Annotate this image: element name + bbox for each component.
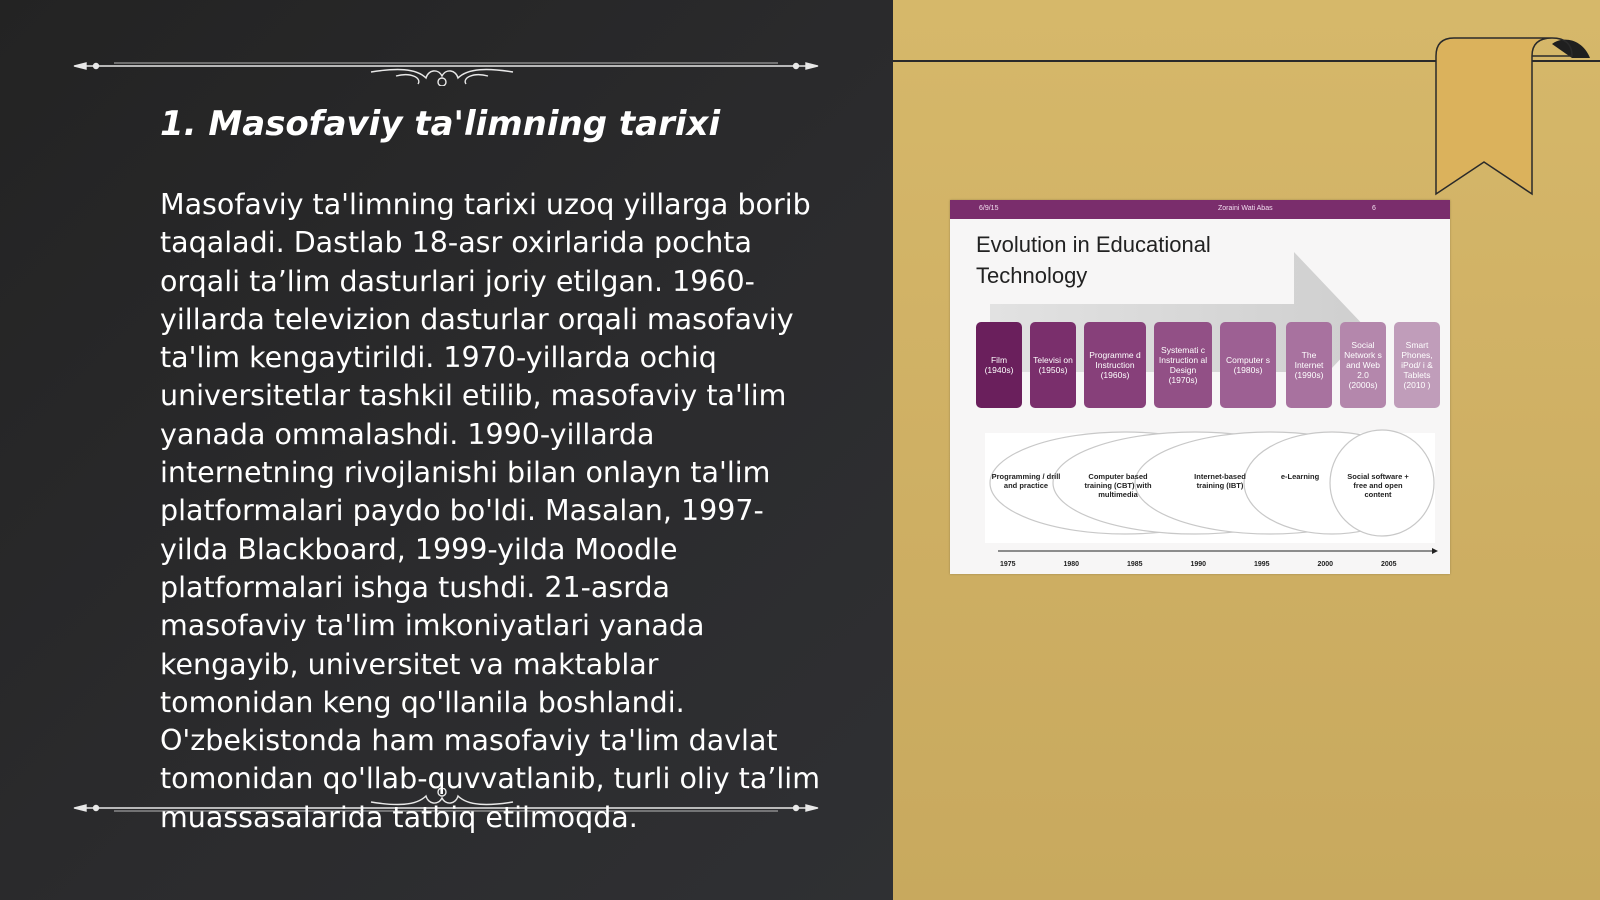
slide-title: 1. Masofaviy ta'limning tarixi bbox=[160, 104, 721, 144]
slide-image-title: Evolution in Educational Technology bbox=[976, 232, 1211, 288]
slide-header-date: 6/9/15 bbox=[979, 205, 999, 212]
era-box: Film (1940s) bbox=[976, 322, 1022, 408]
slide-header-author: Zoraini Wati Abas bbox=[1218, 205, 1273, 212]
timeline-year-label: 1975 bbox=[1000, 561, 1016, 568]
era-box: Televisi on (1950s) bbox=[1030, 322, 1076, 408]
evolution-slide-image bbox=[950, 200, 1450, 574]
era-ellipse-label: Social software + free and open content bbox=[1347, 472, 1409, 499]
era-ellipse-label: Programming / drill and practice bbox=[991, 472, 1061, 490]
era-box: Programme d Instruction (1960s) bbox=[1084, 322, 1146, 408]
timeline-year-label: 1995 bbox=[1254, 561, 1270, 568]
era-ellipse-label: Internet-based training (IBT) bbox=[1194, 472, 1246, 490]
body-paragraph: Masofaviy ta'limning tarixi uzoq yillarga borib taqaladi. Dastlab 18-asr oxirlarida pochta orqali ta’lim dasturlari joriy etilgan. 1960-yillarda televizion dasturlar orqali masofaviy ta'lim kengaytirildi. 1970-yillarda ochiq universitetlar tashkil etilib, masofaviy ta'lim yanada ommalashdi. 1990-yillarda internetning rivojlanishi bilan onlayn ta'lim platformalari paydo bo'ldi. Masalan, 1997-yilda Blackboard, 1999-yilda Moodle platformalari ishga tushdi. 21-asrda masofaviy ta'lim imkoniyatlari yanada kengayib, universitet va maktablar tomonidan keng qo'llanila boshlandi. O'zbekistonda ham masofaviy ta'lim davlat tomonidan qo'llab-quvvatlanib, turli oliy ta’lim muassasalarida tatbiq etilmoqda. bbox=[160, 188, 820, 834]
era-box: Smart Phones, iPod/ i & Tablets (2010 ) bbox=[1394, 322, 1440, 408]
timeline-year-label: 2005 bbox=[1381, 561, 1397, 568]
slide-header-page: 6 bbox=[1372, 205, 1376, 212]
slide-header bbox=[950, 200, 1450, 219]
timeline-year-label: 1985 bbox=[1127, 561, 1143, 568]
timeline-year-label: 1980 bbox=[1063, 561, 1080, 568]
top-ornament bbox=[66, 46, 826, 86]
era-ellipse-label: e-Learning bbox=[1280, 472, 1320, 481]
era-box: The Internet (1990s) bbox=[1286, 322, 1332, 408]
era-box: Systemati c Instruction al Design (1970s) bbox=[1154, 322, 1212, 408]
timeline-year-label: 2000 bbox=[1317, 561, 1334, 568]
bookmark-icon bbox=[1432, 34, 1592, 204]
era-box: Computer s (1980s) bbox=[1220, 322, 1276, 408]
timeline-ellipses bbox=[950, 425, 1450, 574]
era-ellipse-label: Computer based training (CBT) with multimedia bbox=[1084, 472, 1152, 499]
timeline-year-label: 1990 bbox=[1190, 561, 1207, 568]
era-box: Social Network s and Web 2.0 (2000s) bbox=[1340, 322, 1386, 408]
